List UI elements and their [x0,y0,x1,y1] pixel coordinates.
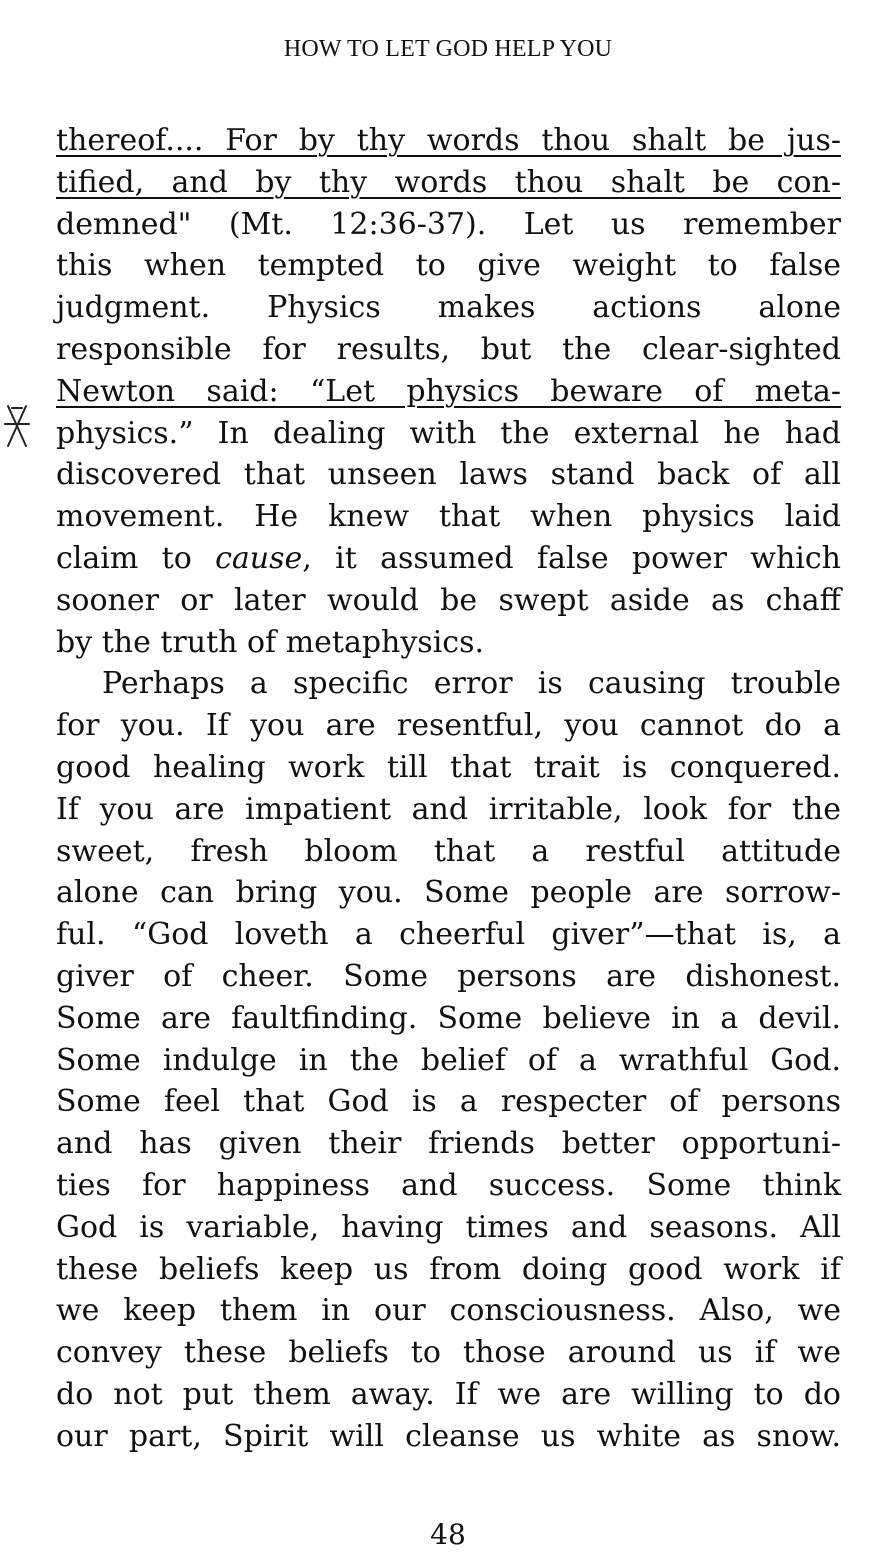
underlined-text: thereof.... For by thy words thou shalt be jus- [56,123,841,158]
text-line [56,120,841,162]
text-line: discovered that unseen laws stand back of all [56,457,841,493]
text-line: this when tempted to give weight to false [56,248,841,284]
text-run: , it assumed false power which [302,540,842,576]
underlined-text: Newton said: “Let physics beware of meta- [56,373,841,409]
text-line: judgment. Physics makes actions alone [56,290,841,326]
text-line: responsible for results, but the clear-sighted [56,331,841,367]
text-line: convey these beliefs to those around us if we [56,1335,841,1371]
text-line: do not put them away. If we are willing to do [56,1376,841,1412]
page-number: 48 [430,1518,466,1551]
text-line: and has given their friends better opportuni- [56,1126,841,1162]
text-line: movement. He knew that when physics laid [56,499,841,535]
italic-word: cause [215,540,303,576]
text-line: our part, Spirit will cleanse us white as snow. [56,1418,841,1454]
text-line: God is variable, having times and seasons. All [56,1209,841,1245]
text-run: claim to [56,540,216,576]
text-line: sooner or later would be swept aside as chaff [56,582,841,618]
text-line: giver of cheer. Some persons are dishonest. [56,958,841,994]
text-line: by the truth of metaphysics. [56,624,485,660]
text-line: sweet, fresh bloom that a restful attitude [56,833,841,869]
asterisk-star-mark-icon [2,402,32,450]
paragraph-first-line: Perhaps a specific error is causing trouble [102,666,841,702]
text-line: If you are impatient and irritable, look for the [56,791,841,827]
text-line: ful. “God loveth a cheerful giver”—that is, a [56,917,841,953]
text-line: physics.” In dealing with the external he had [56,415,841,451]
text-line [56,371,841,413]
text-line: for you. If you are resentful, you cannot do a [56,708,841,744]
body-text [56,120,841,1458]
text-line: demned" (Mt. 12:36-37). Let us remember [56,206,841,242]
text-line: we keep them in our consciousness. Also, we [56,1293,841,1329]
text-line: ties for happiness and success. Some think [56,1167,841,1203]
text-line: these beliefs keep us from doing good work if [56,1251,841,1287]
underlined-text: tified, and by thy words thou shalt be con- [56,164,841,200]
text-line: Some indulge in the belief of a wrathful God. [56,1042,841,1078]
text-line: Some feel that God is a respecter of persons [56,1084,841,1120]
running-head: HOW TO LET GOD HELP YOU [283,36,613,62]
text-line: good healing work till that trait is conquered. [56,749,841,785]
text-line [56,538,841,580]
text-line [56,162,841,204]
text-line: Some are faultfinding. Some believe in a devil. [56,1000,841,1036]
text-line: alone can bring you. Some people are sorrow- [56,875,841,911]
